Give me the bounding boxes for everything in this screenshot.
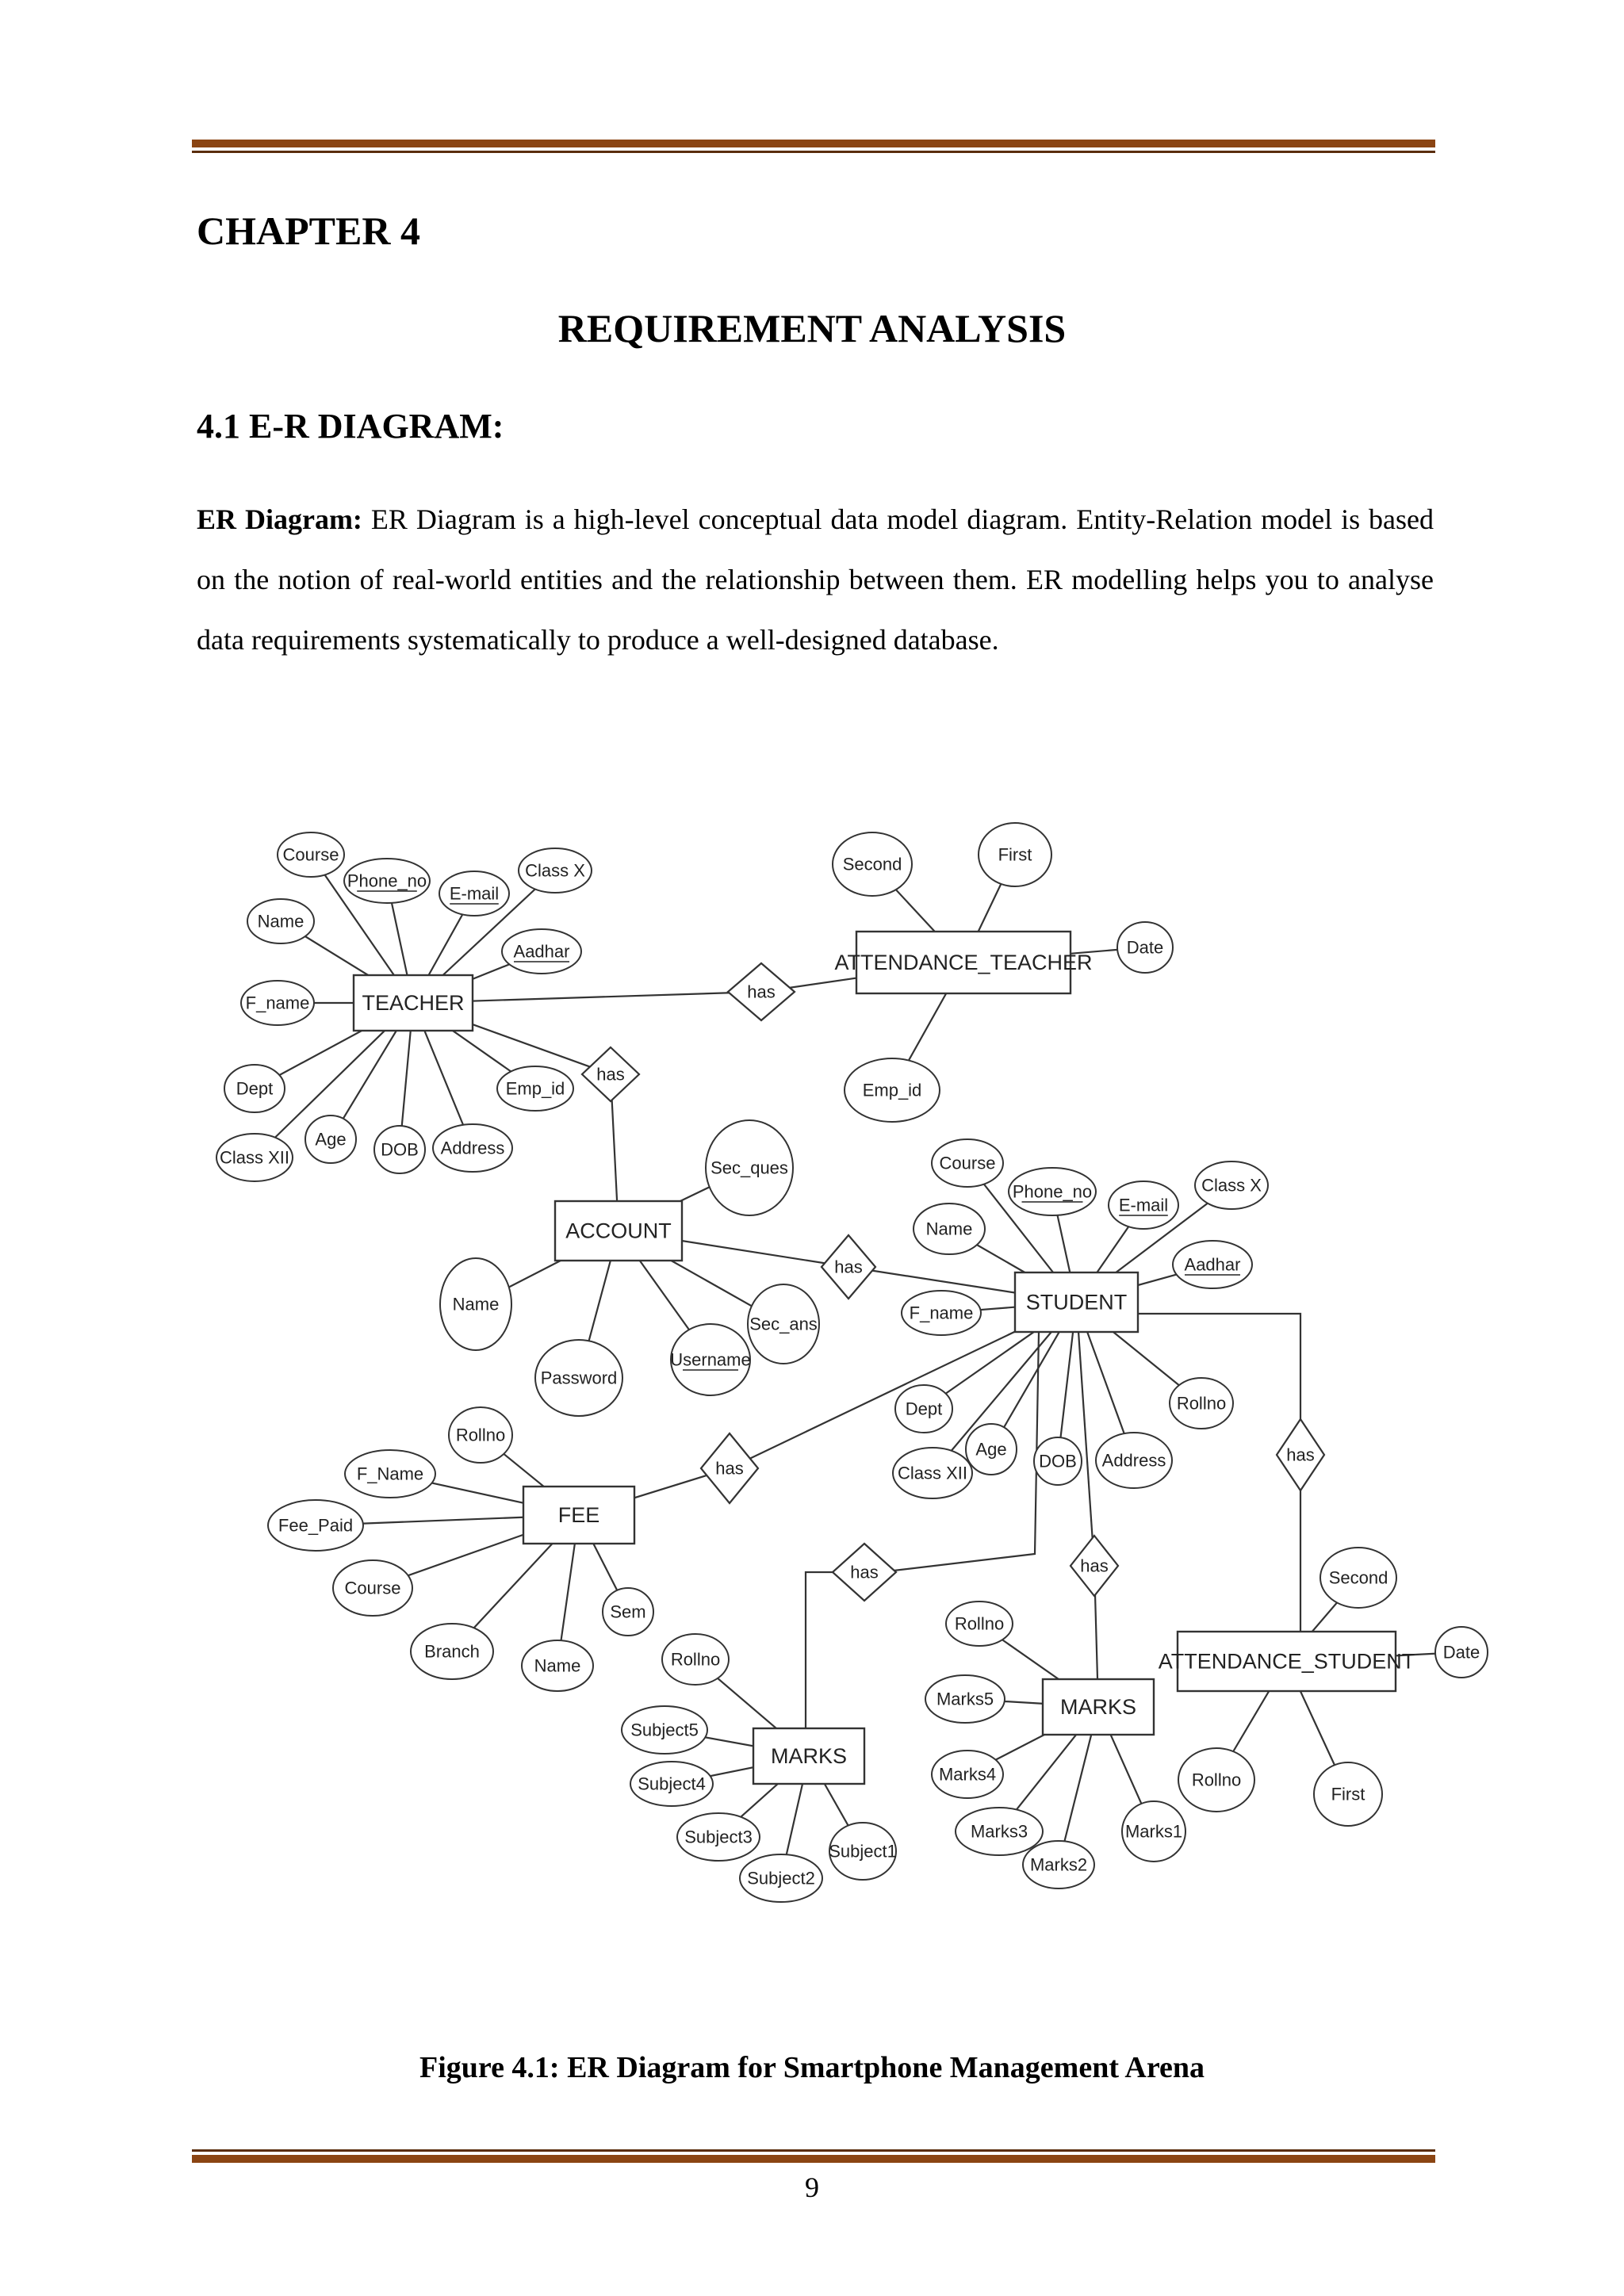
attribute-label: Password [540, 1368, 618, 1388]
entity-teacher [354, 975, 473, 1031]
attribute-label: Address [1101, 1450, 1166, 1471]
attribute-as-date [1435, 1627, 1488, 1678]
attribute-label: Aadhar [513, 941, 570, 962]
attribute-label: Course [939, 1153, 996, 1173]
attribute-as-first [1314, 1762, 1382, 1826]
attribute-s-address [1096, 1433, 1172, 1488]
connector-line [806, 1572, 848, 1728]
attribute-label: Class X [525, 860, 585, 881]
attribute-t-name [247, 899, 314, 943]
relationship-label: has [834, 1257, 863, 1277]
attribute-s-phone [1009, 1168, 1096, 1215]
attribute-s-aadhar [1173, 1241, 1252, 1288]
attribute-mr-marks4 [932, 1751, 1003, 1798]
attribute-label: F_Name [356, 1464, 424, 1484]
attribute-label: Subject3 [684, 1827, 753, 1847]
relationship-r-acc-student [822, 1235, 875, 1299]
attribute-ml-subject5 [622, 1706, 707, 1754]
attribute-label: Marks4 [938, 1764, 997, 1785]
entity-attendance-teacher [834, 932, 1092, 993]
attribute-as-rollno [1178, 1748, 1254, 1812]
attribute-label: Subject1 [829, 1841, 897, 1862]
relationship-r-student-att [1277, 1419, 1324, 1490]
chapter-label: CHAPTER 4 [197, 209, 420, 253]
attribute-s-dob [1034, 1437, 1082, 1485]
attribute-label: Fee_Paid [278, 1515, 354, 1536]
attribute-label: Class XII [219, 1147, 290, 1168]
chapter-title: REQUIREMENT ANALYSIS [557, 306, 1067, 350]
body-paragraph [197, 489, 1434, 670]
entity-student [1015, 1272, 1138, 1332]
relationship-label: has [1286, 1445, 1315, 1465]
attribute-mr-marks2 [1023, 1841, 1094, 1888]
attribute-t-classxii [216, 1134, 293, 1181]
attribute-mr-marks3 [956, 1808, 1043, 1855]
attribute-at-date [1117, 922, 1173, 973]
attribute-label: Rollno [1191, 1770, 1242, 1790]
attribute-f-branch [411, 1624, 493, 1679]
attribute-label: Subject2 [747, 1868, 815, 1888]
attribute-label: Date [1126, 937, 1164, 958]
entity-attendance-student [1159, 1632, 1415, 1691]
attribute-f-name [522, 1640, 593, 1691]
attribute-at-empid [845, 1058, 940, 1122]
attribute-t-classx [519, 848, 592, 893]
attribute-label: Date [1442, 1642, 1480, 1663]
attribute-label: E-mail [1118, 1195, 1169, 1215]
attribute-a-password [535, 1340, 622, 1416]
attribute-label: Second [1328, 1567, 1388, 1588]
relationship-label: has [715, 1458, 744, 1479]
entity-fee [523, 1487, 634, 1544]
attribute-mr-rollno [946, 1601, 1013, 1646]
attribute-label: Name [534, 1655, 581, 1676]
attribute-at-second [833, 832, 912, 896]
attribute-t-email [439, 871, 509, 916]
entity-label: MARKS [770, 1744, 848, 1768]
attribute-label: Class X [1201, 1175, 1262, 1196]
attribute-a-secans [748, 1284, 819, 1364]
figure-caption: Figure 4.1: ER Diagram for Smartphone Management Arena [419, 2051, 1205, 2084]
attribute-label: Marks3 [970, 1821, 1028, 1842]
section-heading: 4.1 E-R DIAGRAM: [197, 407, 504, 446]
attribute-t-course [278, 832, 344, 877]
relationship-label: has [1080, 1556, 1109, 1576]
attribute-mr-marks1 [1122, 1801, 1185, 1862]
attribute-s-classx [1195, 1161, 1268, 1209]
attribute-label: First [998, 844, 1032, 865]
attribute-s-rollno [1170, 1378, 1233, 1429]
attribute-label: Branch [424, 1641, 480, 1662]
relationship-r-student-fee [701, 1433, 758, 1503]
attribute-ml-rollno [662, 1634, 729, 1685]
attribute-label: Emp_id [505, 1078, 565, 1099]
relationship-label: has [747, 982, 776, 1002]
attribute-label: Marks1 [1124, 1821, 1183, 1842]
relationship-r-student-marks-right [1071, 1536, 1118, 1596]
attribute-label: Sem [610, 1601, 646, 1622]
attribute-s-email [1109, 1181, 1178, 1229]
attribute-label: Course [282, 844, 339, 865]
entity-label: ATTENDANCE_TEACHER [834, 951, 1093, 974]
entity-label: ATTENDANCE_STUDENT [1158, 1649, 1415, 1674]
attribute-label: E-mail [449, 883, 500, 904]
relationship-label: has [850, 1562, 879, 1582]
attribute-t-empid [497, 1066, 573, 1111]
attribute-f-feepaid [268, 1500, 363, 1551]
entity-label: ACCOUNT [565, 1219, 672, 1243]
attribute-t-dept [224, 1065, 285, 1112]
attribute-label: Name [452, 1294, 500, 1314]
entity-label: FEE [557, 1503, 600, 1527]
entity-account [555, 1201, 682, 1261]
attribute-label: Aadhar [1184, 1254, 1241, 1275]
attribute-s-name [914, 1203, 985, 1254]
attribute-ml-subject2 [740, 1854, 822, 1902]
attribute-label: Dept [905, 1399, 943, 1419]
entity-label: STUDENT [1025, 1290, 1128, 1314]
attribute-label: Phone_no [347, 871, 427, 891]
header-rule [192, 140, 1435, 153]
relationship-r-teacher-acc [582, 1047, 639, 1101]
attribute-mr-marks5 [925, 1675, 1005, 1723]
attribute-label: Rollno [1176, 1393, 1227, 1414]
attribute-label: Sec_ques [710, 1158, 788, 1178]
attribute-label: Subject4 [638, 1774, 706, 1794]
attribute-label: First [1331, 1784, 1365, 1804]
attribute-label: F_name [245, 993, 310, 1013]
attribute-label: Phone_no [1012, 1181, 1093, 1202]
attribute-s-age [966, 1424, 1017, 1475]
attribute-f-sem [603, 1588, 653, 1636]
attribute-a-username [670, 1324, 750, 1395]
page-number: 9 [805, 2172, 819, 2203]
attribute-label: Username [670, 1349, 751, 1370]
entity-label: TEACHER [362, 991, 465, 1015]
attribute-label: Sec_ans [749, 1314, 818, 1334]
attribute-t-age [305, 1115, 356, 1163]
attribute-s-course [932, 1139, 1003, 1187]
attribute-s-dept [895, 1385, 952, 1433]
er-diagram [214, 809, 1562, 1966]
attribute-t-phone [344, 859, 430, 903]
attribute-a-secques [706, 1120, 793, 1215]
attribute-label: Second [842, 854, 902, 874]
attribute-t-fname [241, 981, 314, 1025]
entity-marks-right [1043, 1679, 1154, 1735]
attribute-s-classxii [893, 1448, 972, 1498]
relationship-r-teacher-att [728, 963, 795, 1020]
attribute-label: Age [315, 1129, 347, 1150]
attribute-as-second [1320, 1548, 1396, 1608]
attribute-label: DOB [1039, 1451, 1077, 1471]
attribute-label: Age [975, 1439, 1007, 1460]
attribute-f-rollno [449, 1407, 512, 1463]
entity-marks-left [753, 1728, 864, 1784]
attribute-label: Emp_id [862, 1080, 922, 1100]
entity-label: MARKS [1059, 1695, 1137, 1719]
attribute-t-aadhar [502, 929, 581, 974]
attribute-label: Name [257, 911, 304, 932]
attribute-at-first [979, 823, 1051, 886]
attribute-label: Marks2 [1029, 1854, 1088, 1875]
attribute-label: Rollno [954, 1613, 1005, 1634]
attribute-label: Address [440, 1138, 505, 1158]
attribute-label: Marks5 [936, 1689, 994, 1709]
attribute-f-fname [345, 1450, 435, 1498]
attribute-t-address [433, 1124, 512, 1172]
attribute-ml-subject1 [829, 1823, 897, 1880]
paragraph-lead: ER Diagram: [197, 503, 362, 535]
paragraph-text: ER Diagram is a high-level conceptual data model diagram. Entity-Relation model is based on the notion of real-world entities and the relationship between them. ER modelling helps you to analyse data requirements systematically to produce a well-designed database. [197, 503, 1434, 656]
attribute-ml-subject4 [630, 1762, 713, 1806]
attribute-s-fname [902, 1291, 981, 1335]
relationship-label: has [596, 1064, 625, 1085]
attribute-label: Course [344, 1578, 401, 1598]
attribute-ml-subject3 [677, 1813, 760, 1861]
relationship-r-student-marks-left [833, 1544, 896, 1601]
attribute-label: Name [925, 1219, 973, 1239]
attribute-label: F_name [909, 1303, 974, 1323]
attribute-label: Subject5 [630, 1720, 699, 1740]
attribute-a-name [440, 1258, 511, 1350]
attribute-label: Rollno [670, 1649, 721, 1670]
attribute-f-course [333, 1560, 412, 1616]
attribute-t-dob [374, 1126, 425, 1173]
attribute-label: DOB [381, 1139, 419, 1160]
footer-rule [192, 2149, 1435, 2163]
attribute-label: Class XII [897, 1463, 968, 1483]
attribute-label: Dept [236, 1078, 274, 1099]
attribute-label: Rollno [455, 1425, 506, 1445]
